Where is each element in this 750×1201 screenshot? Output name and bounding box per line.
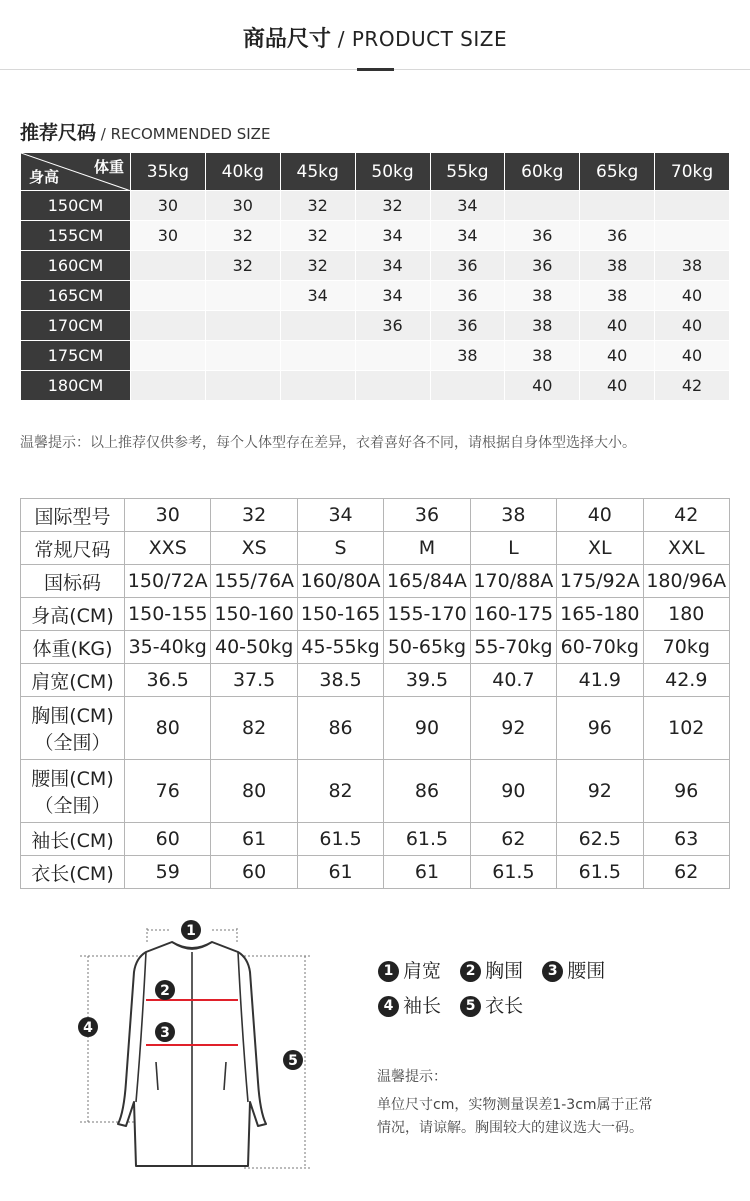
size-cell: [580, 191, 655, 221]
spec-cell: 32: [211, 499, 297, 532]
legend-item: 5 衣长: [460, 991, 523, 1018]
size-cell: 32: [280, 251, 355, 281]
size-cell: [131, 341, 206, 371]
size-cell: 30: [131, 221, 206, 251]
size-cell: 38: [505, 281, 580, 311]
weight-col-header: 50kg: [355, 153, 430, 191]
spec-cell: 38: [470, 499, 556, 532]
size-cell: 38: [580, 251, 655, 281]
spec-row-label: 肩宽(CM): [21, 664, 125, 697]
table-row: [21, 191, 730, 221]
spec-cell: 86: [297, 697, 383, 760]
garment-measurement-diagram: [60, 912, 360, 1192]
table-row: [21, 856, 730, 889]
size-cell: 42: [655, 371, 730, 401]
spec-row-label: 袖长(CM): [21, 823, 125, 856]
spec-cell: 36: [384, 499, 470, 532]
size-cell: 36: [505, 251, 580, 281]
size-cell: 32: [205, 221, 280, 251]
spec-cell: 34: [297, 499, 383, 532]
size-spec-table: [20, 498, 730, 889]
spec-cell: 61: [297, 856, 383, 889]
spec-cell: 60: [211, 856, 297, 889]
spec-cell: 62: [643, 856, 729, 889]
spec-cell: 165-180: [557, 598, 643, 631]
size-cell: 36: [355, 311, 430, 341]
spec-cell: 61.5: [470, 856, 556, 889]
table-row: [21, 251, 730, 281]
spec-row-label: 胸围(CM) （全围）: [21, 697, 125, 760]
size-cell: [655, 191, 730, 221]
spec-cell: 63: [643, 823, 729, 856]
spec-cell: 61.5: [384, 823, 470, 856]
height-row-header: 150CM: [21, 191, 131, 221]
table-row: [21, 598, 730, 631]
header-accent-bar: [357, 68, 394, 71]
weight-axis-label: 体重: [93, 158, 124, 176]
size-cell: [205, 311, 280, 341]
spec-cell: 150-160: [211, 598, 297, 631]
spec-cell: 45-55kg: [297, 631, 383, 664]
spec-cell: 42: [643, 499, 729, 532]
table-row: [21, 371, 730, 401]
size-cell: 38: [430, 341, 505, 371]
spec-cell: M: [384, 532, 470, 565]
weight-col-header: 65kg: [580, 153, 655, 191]
size-cell: [505, 191, 580, 221]
spec-cell: XS: [211, 532, 297, 565]
spec-row-label: 常规尺码: [21, 532, 125, 565]
size-cell: [355, 371, 430, 401]
height-row-header: 180CM: [21, 371, 131, 401]
weight-col-header: 60kg: [505, 153, 580, 191]
spec-cell: 92: [470, 697, 556, 760]
page-title: 商品尺寸 / PRODUCT SIZE: [242, 27, 508, 52]
spec-cell: 155-170: [384, 598, 470, 631]
size-cell: 40: [655, 281, 730, 311]
table-row: [21, 697, 730, 760]
height-row-header: 165CM: [21, 281, 131, 311]
spec-cell: 61.5: [297, 823, 383, 856]
legend-item: 1 肩宽: [378, 956, 441, 983]
size-cell: 34: [355, 281, 430, 311]
spec-cell: 30: [125, 499, 211, 532]
spec-cell: 180/96A: [643, 565, 729, 598]
size-cell: 32: [205, 251, 280, 281]
spec-cell: L: [470, 532, 556, 565]
spec-cell: 155/76A: [211, 565, 297, 598]
size-cell: [205, 371, 280, 401]
size-cell: 38: [580, 281, 655, 311]
spec-cell: 62: [470, 823, 556, 856]
spec-cell: 80: [125, 697, 211, 760]
legend-item: 3 腰围: [542, 956, 605, 983]
weight-header-row: [21, 153, 730, 191]
table-row: [21, 532, 730, 565]
spec-cell: 180: [643, 598, 729, 631]
height-axis-label: 身高: [29, 168, 60, 186]
marker-label: 1: [186, 923, 196, 939]
size-cell: 40: [655, 341, 730, 371]
size-cell: [430, 371, 505, 401]
spec-cell: 82: [211, 697, 297, 760]
size-cell: 38: [505, 311, 580, 341]
spec-cell: 92: [557, 760, 643, 823]
spec-cell: 60: [125, 823, 211, 856]
size-cell: 36: [430, 311, 505, 341]
spec-cell: S: [297, 532, 383, 565]
spec-row-label: 身高(CM): [21, 598, 125, 631]
size-cell: [280, 371, 355, 401]
spec-cell: 39.5: [384, 664, 470, 697]
recommended-size-table: [20, 152, 730, 401]
spec-cell: 55-70kg: [470, 631, 556, 664]
spec-cell: 38.5: [297, 664, 383, 697]
size-cell: 34: [430, 191, 505, 221]
page-header: [0, 0, 750, 70]
marker-label: 3: [160, 1025, 170, 1041]
size-cell: 32: [355, 191, 430, 221]
legend-item: 2 胸围: [460, 956, 523, 983]
height-row-header: 155CM: [21, 221, 131, 251]
height-row-header: 175CM: [21, 341, 131, 371]
table-corner: [21, 153, 131, 191]
table-row: [21, 221, 730, 251]
spec-row-label: 衣长(CM): [21, 856, 125, 889]
spec-cell: 96: [557, 697, 643, 760]
spec-cell: 175/92A: [557, 565, 643, 598]
spec-cell: XL: [557, 532, 643, 565]
spec-cell: 41.9: [557, 664, 643, 697]
size-cell: [205, 341, 280, 371]
spec-cell: 150-165: [297, 598, 383, 631]
table-row: [21, 565, 730, 598]
table-row: [21, 311, 730, 341]
spec-cell: 102: [643, 697, 729, 760]
size-cell: [655, 221, 730, 251]
size-cell: 32: [280, 221, 355, 251]
size-cell: 40: [580, 341, 655, 371]
size-cell: 36: [505, 221, 580, 251]
spec-cell: 76: [125, 760, 211, 823]
size-cell: 34: [355, 251, 430, 281]
table-row: [21, 341, 730, 371]
size-cell: 30: [205, 191, 280, 221]
weight-col-header: 45kg: [280, 153, 355, 191]
spec-cell: XXL: [643, 532, 729, 565]
table-row: [21, 281, 730, 311]
weight-col-header: 35kg: [131, 153, 206, 191]
table-row: [21, 664, 730, 697]
spec-cell: 160-175: [470, 598, 556, 631]
spec-cell: 35-40kg: [125, 631, 211, 664]
size-cell: 40: [655, 311, 730, 341]
size-cell: 40: [580, 371, 655, 401]
size-cell: [131, 311, 206, 341]
size-cell: 40: [505, 371, 580, 401]
spec-cell: 61: [384, 856, 470, 889]
spec-cell: XXS: [125, 532, 211, 565]
size-cell: 36: [580, 221, 655, 251]
size-cell: [355, 341, 430, 371]
spec-cell: 90: [384, 697, 470, 760]
size-cell: 34: [430, 221, 505, 251]
size-cell: [131, 281, 206, 311]
recommendation-tip: 温馨提示：以上推荐仅供参考，每个人体型存在差异，衣着喜好各不同，请根据自身体型选择大小。: [20, 435, 636, 451]
measurement-legend-row2: [378, 991, 537, 1018]
spec-cell: 37.5: [211, 664, 297, 697]
spec-cell: 59: [125, 856, 211, 889]
table-row: [21, 499, 730, 532]
spec-cell: 40-50kg: [211, 631, 297, 664]
weight-col-header: 55kg: [430, 153, 505, 191]
marker-label: 4: [83, 1020, 93, 1036]
measurement-legend-row1: [378, 956, 619, 983]
spec-cell: 90: [470, 760, 556, 823]
spec-row-label: 国际型号: [21, 499, 125, 532]
weight-col-header: 40kg: [205, 153, 280, 191]
spec-cell: 60-70kg: [557, 631, 643, 664]
spec-cell: 96: [643, 760, 729, 823]
size-cell: [280, 311, 355, 341]
size-cell: 34: [355, 221, 430, 251]
size-cell: 34: [280, 281, 355, 311]
size-cell: [280, 341, 355, 371]
spec-cell: 150-155: [125, 598, 211, 631]
table-row: [21, 760, 730, 823]
spec-cell: 42.9: [643, 664, 729, 697]
weight-col-header: 70kg: [655, 153, 730, 191]
spec-cell: 40.7: [470, 664, 556, 697]
spec-cell: 150/72A: [125, 565, 211, 598]
spec-cell: 80: [211, 760, 297, 823]
size-cell: 30: [131, 191, 206, 221]
table-row: [21, 823, 730, 856]
spec-cell: 82: [297, 760, 383, 823]
measurement-note-title: 温馨提示：: [377, 1069, 447, 1085]
size-cell: 38: [655, 251, 730, 281]
marker-label: 2: [160, 983, 170, 999]
spec-cell: 170/88A: [470, 565, 556, 598]
size-cell: [131, 251, 206, 281]
spec-cell: 36.5: [125, 664, 211, 697]
size-cell: [131, 371, 206, 401]
spec-cell: 62.5: [557, 823, 643, 856]
table-row: [21, 631, 730, 664]
measurement-note: 单位尺寸cm，实物测量误差1-3cm属于正常 情况，请谅解。胸围较大的建议选大一码。: [377, 1097, 653, 1136]
spec-cell: 50-65kg: [384, 631, 470, 664]
coat-outline-icon: [60, 912, 360, 1192]
size-cell: [205, 281, 280, 311]
legend-item: 4 袖长: [378, 991, 441, 1018]
recommended-size-title: 推荐尺码 / RECOMMENDED SIZE: [20, 122, 271, 144]
size-cell: 40: [580, 311, 655, 341]
spec-row-label: 国标码: [21, 565, 125, 598]
size-cell: 36: [430, 251, 505, 281]
spec-row-label: 体重(KG): [21, 631, 125, 664]
spec-cell: 86: [384, 760, 470, 823]
spec-row-label: 腰围(CM) （全围）: [21, 760, 125, 823]
size-cell: 32: [280, 191, 355, 221]
spec-cell: 40: [557, 499, 643, 532]
spec-cell: 165/84A: [384, 565, 470, 598]
size-cell: 38: [505, 341, 580, 371]
size-cell: 36: [430, 281, 505, 311]
spec-cell: 61: [211, 823, 297, 856]
height-row-header: 170CM: [21, 311, 131, 341]
spec-cell: 61.5: [557, 856, 643, 889]
marker-label: 5: [288, 1053, 298, 1069]
spec-cell: 160/80A: [297, 565, 383, 598]
height-row-header: 160CM: [21, 251, 131, 281]
spec-cell: 70kg: [643, 631, 729, 664]
